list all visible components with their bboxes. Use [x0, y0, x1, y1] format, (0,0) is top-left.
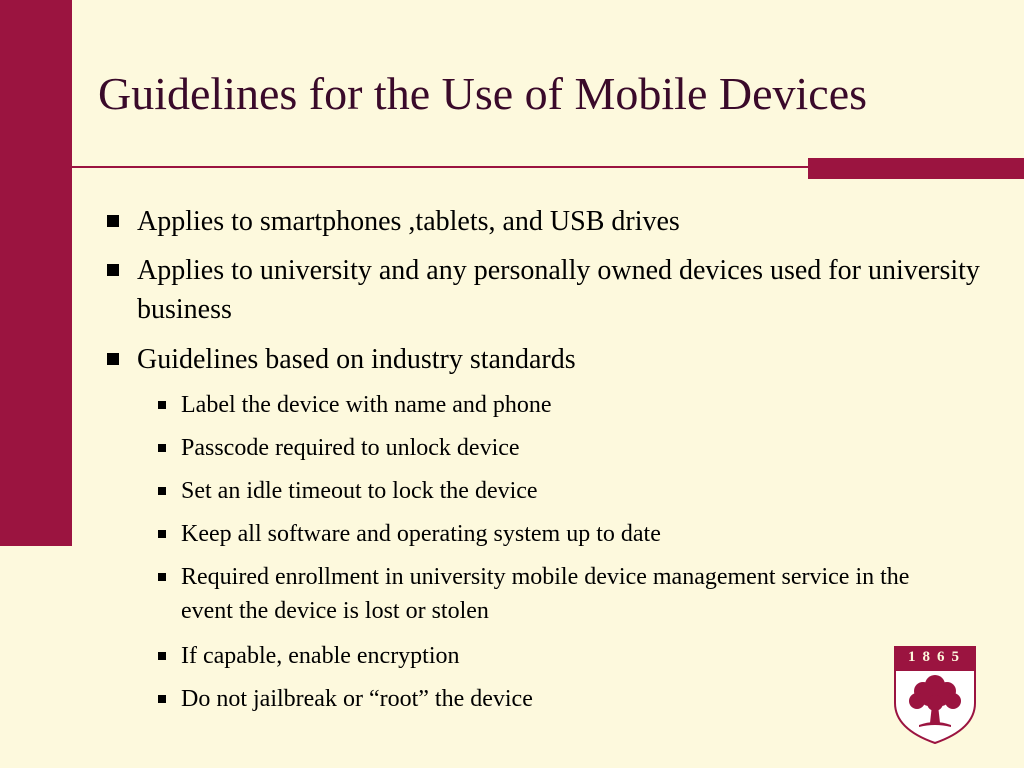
square-bullet-icon	[158, 487, 166, 495]
list-item	[137, 202, 997, 241]
slide-title: Guidelines for the Use of Mobile Devices	[98, 68, 868, 119]
square-bullet-icon	[107, 264, 119, 276]
bullet-text: Passcode required to unlock device	[181, 435, 520, 461]
list-item	[181, 682, 981, 716]
square-bullet-icon	[107, 215, 119, 227]
bullet-text: Set an idle timeout to lock the device	[181, 478, 538, 504]
list-item	[181, 431, 981, 465]
bullet-text: Do not jailbreak or “root” the device	[181, 686, 533, 712]
title-divider-block	[808, 158, 1024, 179]
seal-year-text: 1865	[908, 649, 966, 665]
bullet-text: Guidelines based on industry standards	[137, 344, 576, 375]
list-item	[181, 388, 981, 422]
bullet-text: If capable, enable encryption	[181, 643, 460, 669]
title-divider-line	[72, 166, 808, 168]
university-seal	[893, 645, 977, 745]
list-item	[181, 639, 981, 673]
bullet-text: Keep all software and operating system up to date	[181, 521, 661, 547]
list-item	[181, 517, 981, 551]
list-item	[181, 474, 981, 508]
bullet-text: Applies to smartphones ,tablets, and USB drives	[137, 206, 680, 237]
bullet-text: Label the device with name and phone	[181, 392, 552, 418]
square-bullet-icon	[158, 530, 166, 538]
list-item	[137, 251, 987, 329]
square-bullet-icon	[158, 444, 166, 452]
list-item	[181, 560, 941, 628]
bullet-text: Applies to university and any personally owned devices used for university business	[137, 255, 980, 325]
list-item	[137, 340, 997, 379]
square-bullet-icon	[158, 695, 166, 703]
bullet-text: Required enrollment in university mobile device management service in the event the device is lost or stolen	[181, 564, 910, 624]
left-accent-bar	[0, 0, 72, 546]
square-bullet-icon	[158, 573, 166, 581]
square-bullet-icon	[107, 353, 119, 365]
square-bullet-icon	[158, 652, 166, 660]
square-bullet-icon	[158, 401, 166, 409]
